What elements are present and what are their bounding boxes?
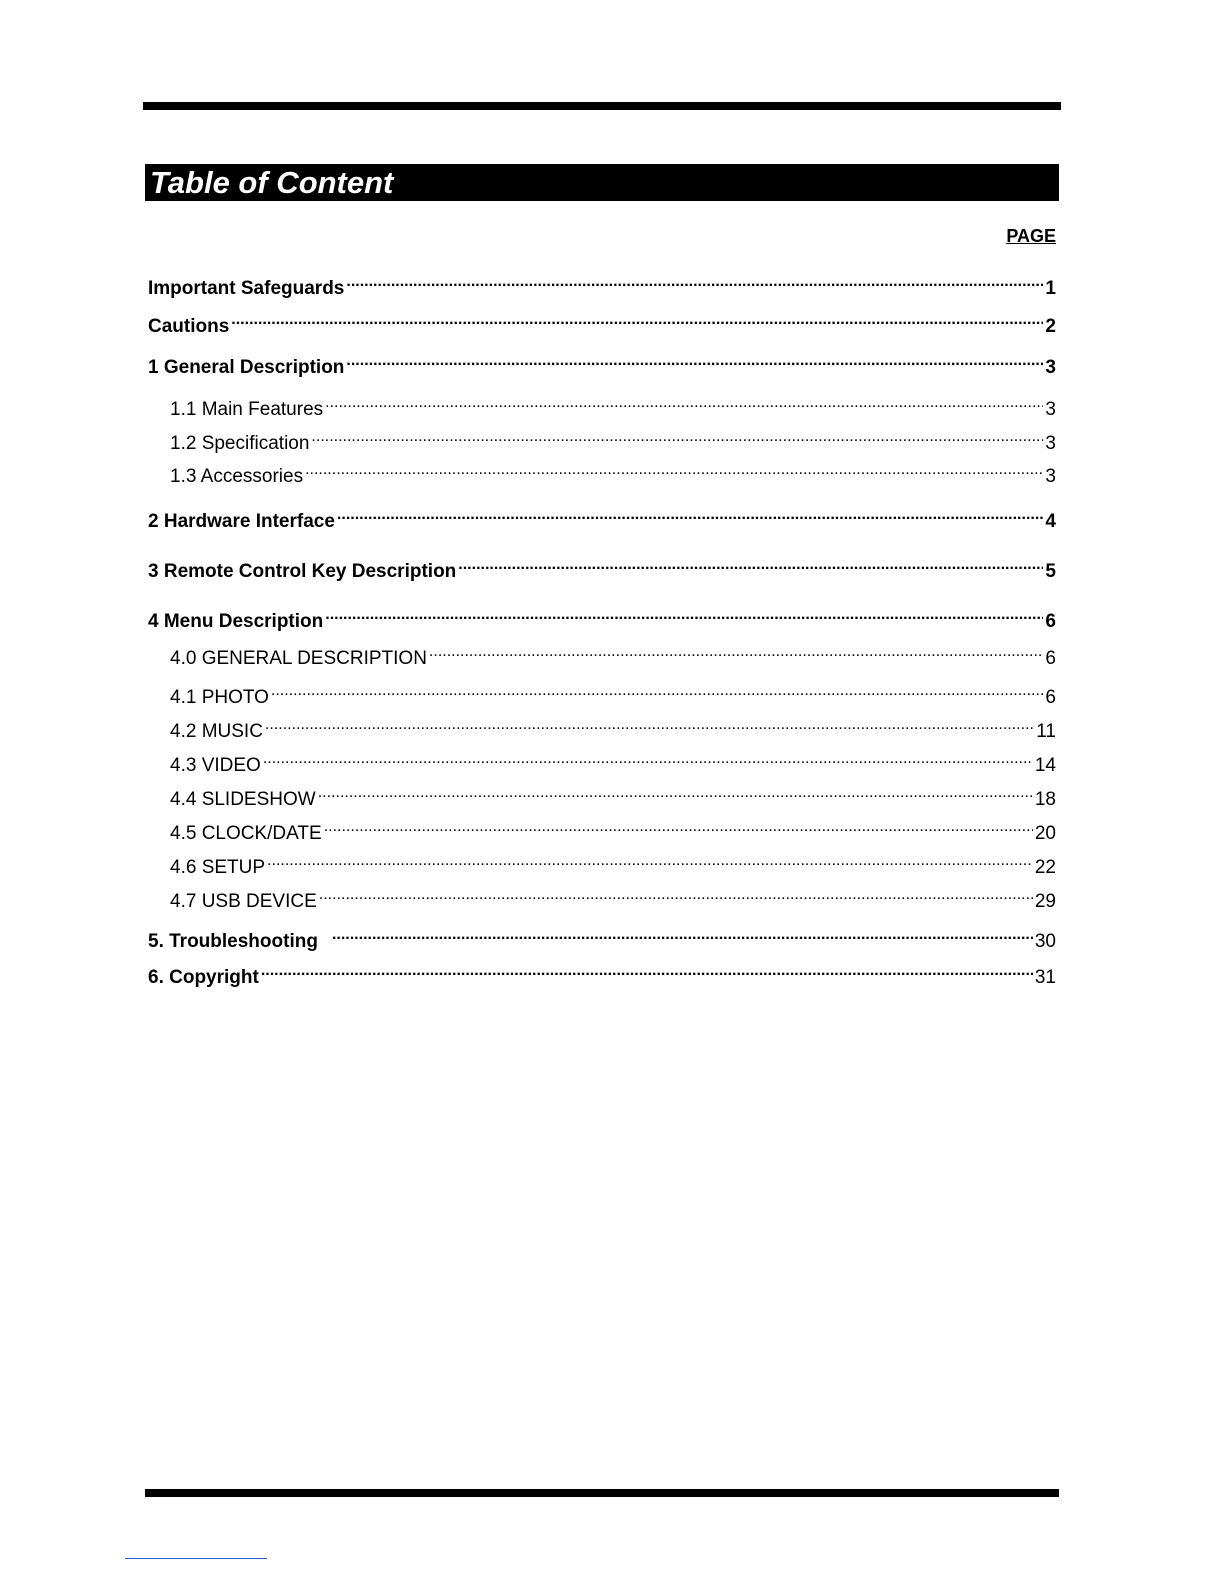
toc-entry-label: 1.3 Accessories [170, 466, 304, 487]
toc-dot-leader [265, 713, 1034, 737]
toc-dot-leader [325, 603, 1043, 627]
toc-entry-label: 4.7 USB DEVICE [170, 891, 317, 912]
toc-dot-leader [458, 553, 1043, 577]
page-title: Table of Content [150, 165, 394, 200]
toc-entry-page: 3 [1045, 433, 1056, 454]
toc-entry-setup[interactable] [170, 849, 1056, 878]
toc-dot-leader [332, 923, 1033, 947]
toc-entry-page: 11 [1036, 721, 1056, 742]
toc-entry-menu-description[interactable] [148, 603, 1056, 632]
toc-entry-label: 3 Remote Control Key Description [148, 561, 457, 582]
toc-entry-accessories[interactable] [170, 458, 1056, 487]
toc-entry-usb-device[interactable] [170, 883, 1056, 912]
toc-entry-page: 30 [1034, 931, 1056, 952]
toc-entry-page: 1 [1045, 278, 1056, 299]
toc-dot-leader [324, 815, 1033, 839]
toc-entry-hardware-interface[interactable] [148, 503, 1056, 532]
toc-entry-page: 2 [1045, 316, 1056, 337]
toc-entry-specification[interactable] [170, 425, 1056, 454]
toc-entry-label: 4.2 MUSIC [170, 721, 263, 742]
toc-dot-leader [271, 679, 1044, 703]
toc-entry-page: 6 [1045, 687, 1056, 708]
toc-entry-general-description[interactable] [148, 349, 1056, 378]
toc-entry-label: Cautions [148, 316, 230, 337]
toc-entry-label: 1.1 Main Features [170, 399, 324, 420]
toc-entry-remote-control[interactable] [148, 553, 1056, 582]
toc-entry-label: 1.2 Specification [170, 433, 310, 454]
toc-entry-photo[interactable] [170, 679, 1056, 708]
toc-entry-page: 18 [1034, 789, 1056, 810]
toc-entry-important-safeguards[interactable] [148, 270, 1056, 299]
toc-dot-leader [346, 349, 1043, 373]
top-rule [143, 102, 1061, 110]
toc-dot-leader [261, 959, 1033, 983]
toc-entry-page: 4 [1045, 511, 1056, 532]
title-bar [145, 164, 1059, 201]
toc-entry-clock-date[interactable] [170, 815, 1056, 844]
toc-entry-page: 6 [1045, 611, 1056, 632]
toc-entry-troubleshooting[interactable] [148, 923, 1056, 952]
toc-entry-video[interactable] [170, 747, 1056, 776]
toc-entry-page: 5 [1045, 561, 1056, 582]
toc-dot-leader [231, 308, 1043, 332]
toc-entry-label: 4.3 VIDEO [170, 755, 261, 776]
toc-entry-page: 3 [1045, 399, 1056, 420]
toc-dot-leader [337, 503, 1044, 527]
toc-entry-page: 3 [1045, 357, 1056, 378]
page-column-header: PAGE [1006, 226, 1056, 246]
toc-dot-leader [319, 883, 1033, 907]
toc-entry-label: 4.1 PHOTO [170, 687, 269, 708]
toc-dot-leader [346, 270, 1043, 294]
toc-entry-page: 14 [1034, 755, 1056, 776]
toc-entry-slideshow[interactable] [170, 781, 1056, 810]
toc-entry-label: 4.5 CLOCK/DATE [170, 823, 322, 844]
footer-link-underline [125, 1558, 267, 1559]
toc-dot-leader [325, 391, 1043, 415]
toc-dot-leader [305, 458, 1043, 482]
toc-entry-label: 4 Menu Description [148, 611, 324, 632]
toc-entry-cautions[interactable] [148, 308, 1056, 337]
toc-entry-page: 20 [1034, 823, 1056, 844]
toc-dot-leader [263, 747, 1033, 771]
toc-entry-copyright[interactable] [148, 959, 1056, 988]
toc-entry-general-description-menu[interactable] [170, 640, 1056, 669]
toc-entry-page: 22 [1034, 857, 1056, 878]
toc-entry-label: 6. Copyright [148, 967, 259, 988]
toc-entry-label: 4.4 SLIDESHOW [170, 789, 316, 810]
toc-entry-page: 29 [1034, 891, 1056, 912]
toc-dot-leader [267, 849, 1033, 873]
toc-entry-music[interactable] [170, 713, 1056, 742]
toc-dot-leader [318, 781, 1033, 805]
toc-dot-leader [311, 425, 1043, 449]
toc-dot-leader [429, 640, 1044, 664]
toc-entry-label: Important Safeguards [148, 278, 345, 299]
toc-entry-label: 5. Troubleshooting [148, 931, 318, 952]
toc-entry-label: 4.6 SETUP [170, 857, 266, 878]
toc-entry-label: 2 Hardware Interface [148, 511, 335, 532]
toc-entry-label: 1 General Description [148, 357, 345, 378]
toc-entry-main-features[interactable] [170, 391, 1056, 420]
bottom-rule [145, 1489, 1059, 1497]
toc-entry-page: 31 [1034, 967, 1056, 988]
toc-entry-page: 3 [1045, 466, 1056, 487]
toc-entry-label: 4.0 GENERAL DESCRIPTION [170, 648, 427, 669]
toc-entry-page: 6 [1045, 648, 1056, 669]
